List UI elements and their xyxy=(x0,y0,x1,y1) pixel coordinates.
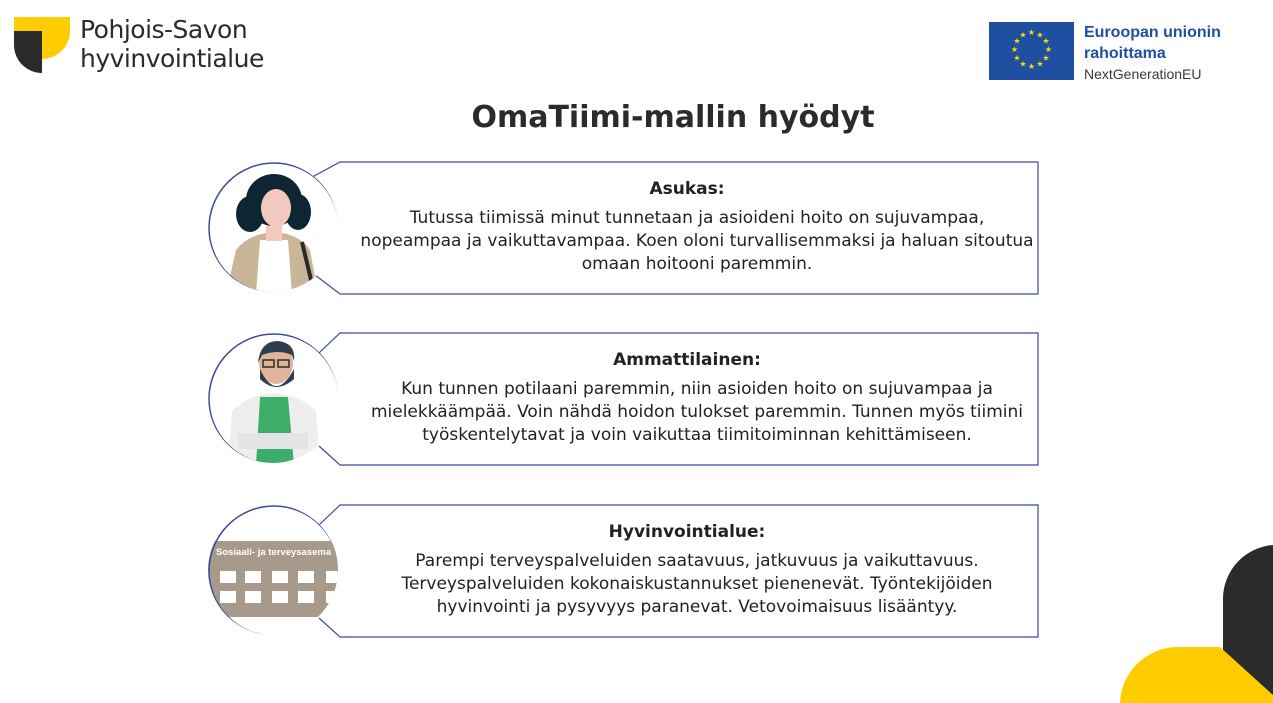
svg-text:★: ★ xyxy=(1019,59,1027,69)
eu-text-program: NextGenerationEU xyxy=(1084,66,1202,82)
svg-text:★: ★ xyxy=(1013,36,1021,46)
card-heading: Hyvinvointialue: xyxy=(608,522,766,542)
page-title: OmaTiimi-mallin hyödyt xyxy=(471,100,875,135)
benefit-card-professional xyxy=(207,332,1041,468)
svg-text:★: ★ xyxy=(1042,53,1050,63)
logo-mark-icon xyxy=(14,17,72,75)
card-heading: Ammattilainen: xyxy=(613,350,761,370)
health-center-illustration-icon xyxy=(208,505,338,635)
card-text: Kun tunnen potilaani paremmin, niin asioiden hoito on sujuvampaa ja mielekkäämpää. Voin nähdä hoidon tulokset paremmin. Tunnen myös tiimini työskentelytavat ja voin vaikuttaa tiimitoiminnan kehittämiseen. xyxy=(370,379,1024,445)
eu-flag-icon xyxy=(989,22,1074,80)
eu-funding-logo xyxy=(989,22,1259,84)
svg-text:★: ★ xyxy=(1013,53,1021,63)
decorative-corner-shape xyxy=(1120,545,1273,703)
organization-logo xyxy=(14,17,284,77)
logo-text: Pohjois-Savon hyvinvointialue xyxy=(80,15,264,73)
resident-illustration-icon xyxy=(208,162,338,292)
svg-text:★: ★ xyxy=(1036,30,1044,40)
card-text: Parempi terveyspalveluiden saatavuus, jatkuvuus ja vaikuttavuus. Terveyspalveluiden kokonaiskustannukset pienenevät. Työntekijöiden hyvinvointi ja pysyvyys paranevat. Vetovoimaisuus lisääntyy. xyxy=(401,551,993,617)
svg-text:★: ★ xyxy=(1010,45,1019,54)
svg-text:★: ★ xyxy=(1027,62,1036,71)
benefit-card-resident xyxy=(207,161,1041,297)
eu-text-heading: Euroopan unionin rahoittama xyxy=(1084,24,1221,62)
svg-text:★: ★ xyxy=(1042,36,1050,46)
svg-text:★: ★ xyxy=(1044,45,1053,54)
svg-text:★: ★ xyxy=(1019,30,1027,40)
svg-text:★: ★ xyxy=(1036,59,1044,69)
professional-illustration-icon xyxy=(208,333,338,463)
card-heading: Asukas: xyxy=(649,179,725,199)
svg-text:★: ★ xyxy=(1027,28,1036,37)
benefit-card-wellbeing-area xyxy=(207,504,1041,640)
health-center-sign: Sosiaali- ja terveysasema xyxy=(216,547,332,558)
card-text: Tutussa tiimissä minut tunnetaan ja asioideni hoito on sujuvampaa, nopeampaa ja vaikuttavampaa. Koen oloni turvallisemmaksi ja haluan sitoutua omaan hoitooni paremmin. xyxy=(360,208,1034,274)
